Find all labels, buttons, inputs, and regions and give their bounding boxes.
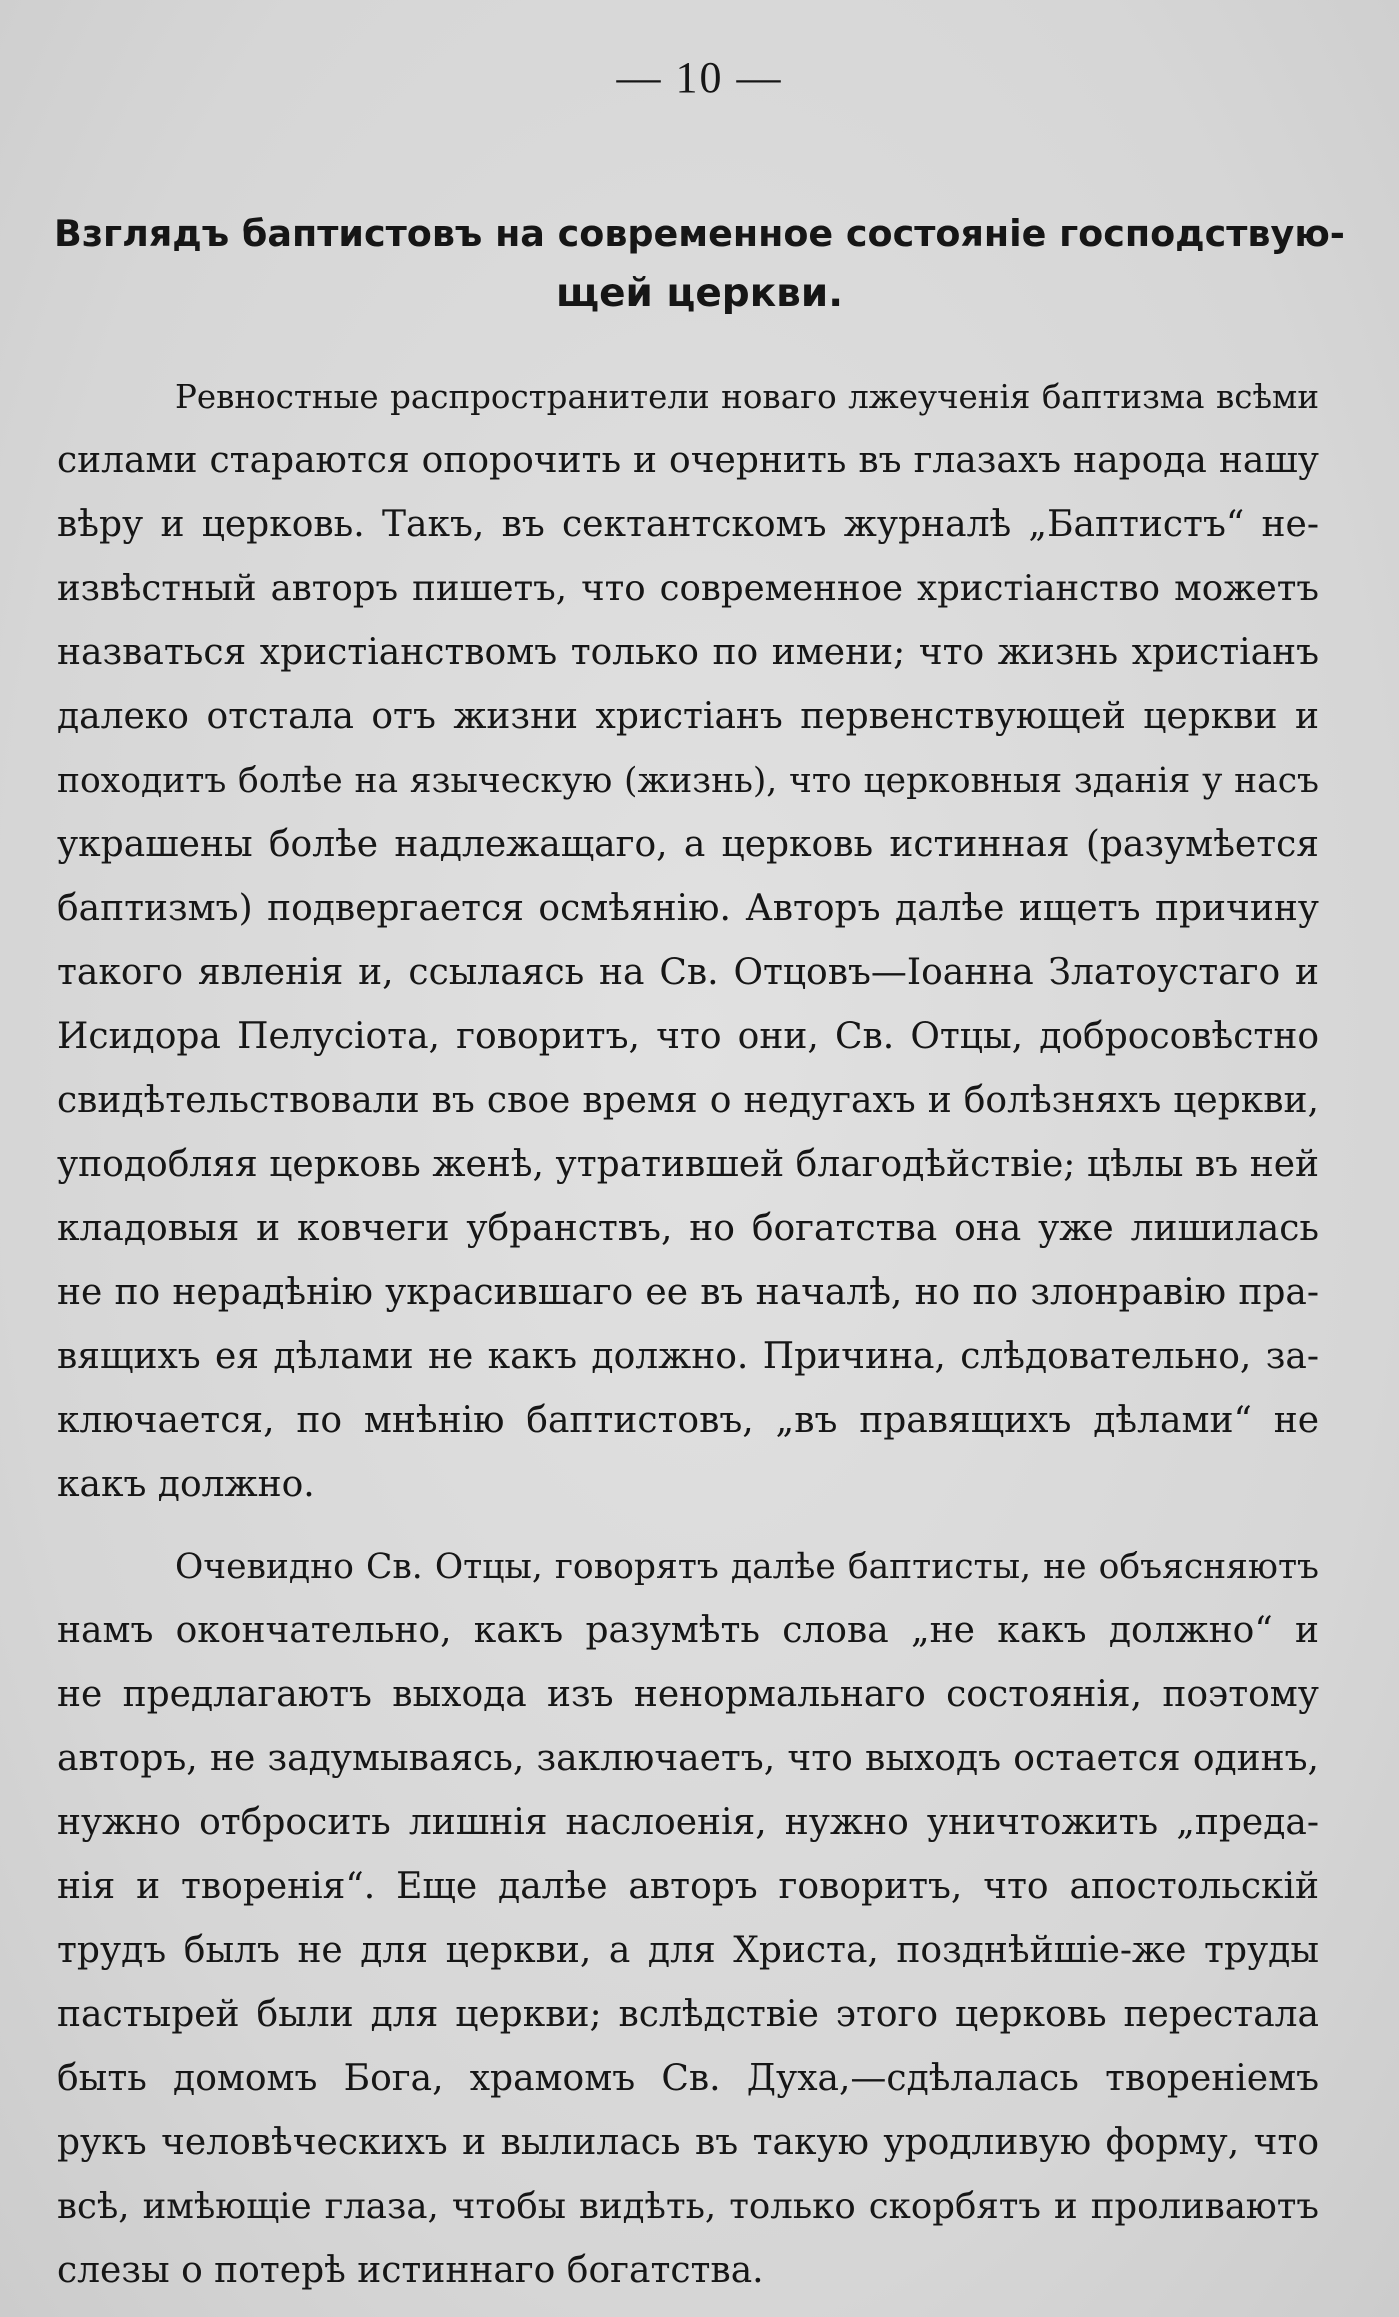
text-line: вѣру и церковь. Такъ, въ сектантскомъ журналѣ „Баптистъ“ не- [57, 504, 1319, 545]
body-text [57, 365, 1319, 2303]
paragraph-1 [57, 365, 1319, 1517]
text-line: авторъ, не задумываясь, заключаетъ, что выходъ остается одинъ, [57, 1738, 1319, 1779]
text-line: не предлагаютъ выхода изъ ненормальнаго состоянiя, поэтому [57, 1674, 1319, 1715]
text-line: всѣ, имѣющiе глаза, чтобы видѣть, только скорбятъ и проливаютъ [57, 2186, 1319, 2227]
text-line: силами стараются опорочить и очернить въ глазахъ народа нашу [57, 440, 1319, 481]
text-line: Ревностные распространители новаго лжеученiя баптизма всѣми [175, 378, 1319, 416]
text-line: походитъ болѣе на языческую (жизнь), что церковныя зданiя у насъ [57, 761, 1319, 801]
text-line: баптизмъ) подвергается осмѣянiю. Авторъ далѣе ищетъ причину [57, 888, 1319, 929]
text-line: намъ окончательно, какъ разумѣть слова „не какъ должно“ и [57, 1610, 1319, 1651]
text-line: вящихъ ея дѣлами не какъ должно. Причина, слѣдовательно, за- [57, 1336, 1319, 1377]
paragraph-2 [57, 1535, 1319, 2303]
text-line: кладовыя и ковчеги убранствъ, но богатства она уже лишилась [57, 1208, 1319, 1249]
text-line: быть домомъ Бога, храмомъ Св. Духа,—сдѣлалась творенiемъ [57, 2058, 1319, 2099]
text-line: нiя и творенiя“. Еще далѣе авторъ говоритъ, что апостольскiй [57, 1866, 1319, 1907]
text-line: назваться христiанствомъ только по имени; что жизнь христiанъ [57, 632, 1319, 673]
text-line: Очевидно Св. Отцы, говорятъ далѣе баптисты, не объясняютъ [175, 1547, 1319, 1587]
text-line: слезы о потерѣ истиннаго богатства. [57, 2250, 764, 2291]
title-line-1: Взглядъ баптистовъ на современное состоянiе господствую- [54, 212, 1345, 255]
text-line: такого явленiя и, ссылаясь на Св. Отцовъ—Iоанна Златоустаго и [57, 952, 1319, 993]
text-line: украшены болѣе надлежащаго, а церковь истинная (разумѣется [57, 824, 1319, 865]
text-line: свидѣтельствовали въ свое время о недугахъ и болѣзняхъ церкви, [57, 1080, 1319, 1121]
text-line: уподобляя церковь женѣ, утратившей благодѣйствiе; цѣлы въ ней [57, 1144, 1319, 1185]
text-line: ключается, по мнѣнiю баптистовъ, „въ правящихъ дѣлами“ не [57, 1400, 1319, 1441]
text-line: извѣстный авторъ пишетъ, что современное христiанство можетъ [57, 568, 1319, 609]
title-line-2: щей церкви. [555, 271, 844, 316]
page-number: — 10 — [616, 53, 783, 102]
text-line: далеко отстала отъ жизни христiанъ первенствующей церкви и [57, 696, 1319, 737]
text-line: рукъ человѣческихъ и вылилась въ такую уродливую форму, что [57, 2122, 1319, 2163]
section-title [52, 204, 1347, 324]
text-line: не по нерадѣнiю украсившаго ее въ началѣ, но по злонравiю пра- [57, 1272, 1319, 1313]
text-line: Исидора Пелусiота, говоритъ, что они, Св. Отцы, добросовѣстно [57, 1016, 1319, 1057]
text-line: трудъ былъ не для церкви, а для Христа, позднѣйшiе-же труды [57, 1930, 1319, 1971]
text-line: нужно отбросить лишнiя наслоенiя, нужно уничтожить „преда- [57, 1802, 1319, 1843]
text-line: какъ должно. [57, 1464, 315, 1505]
text-line: пастырей были для церкви; вслѣдствiе этого церковь перестала [57, 1994, 1319, 2035]
